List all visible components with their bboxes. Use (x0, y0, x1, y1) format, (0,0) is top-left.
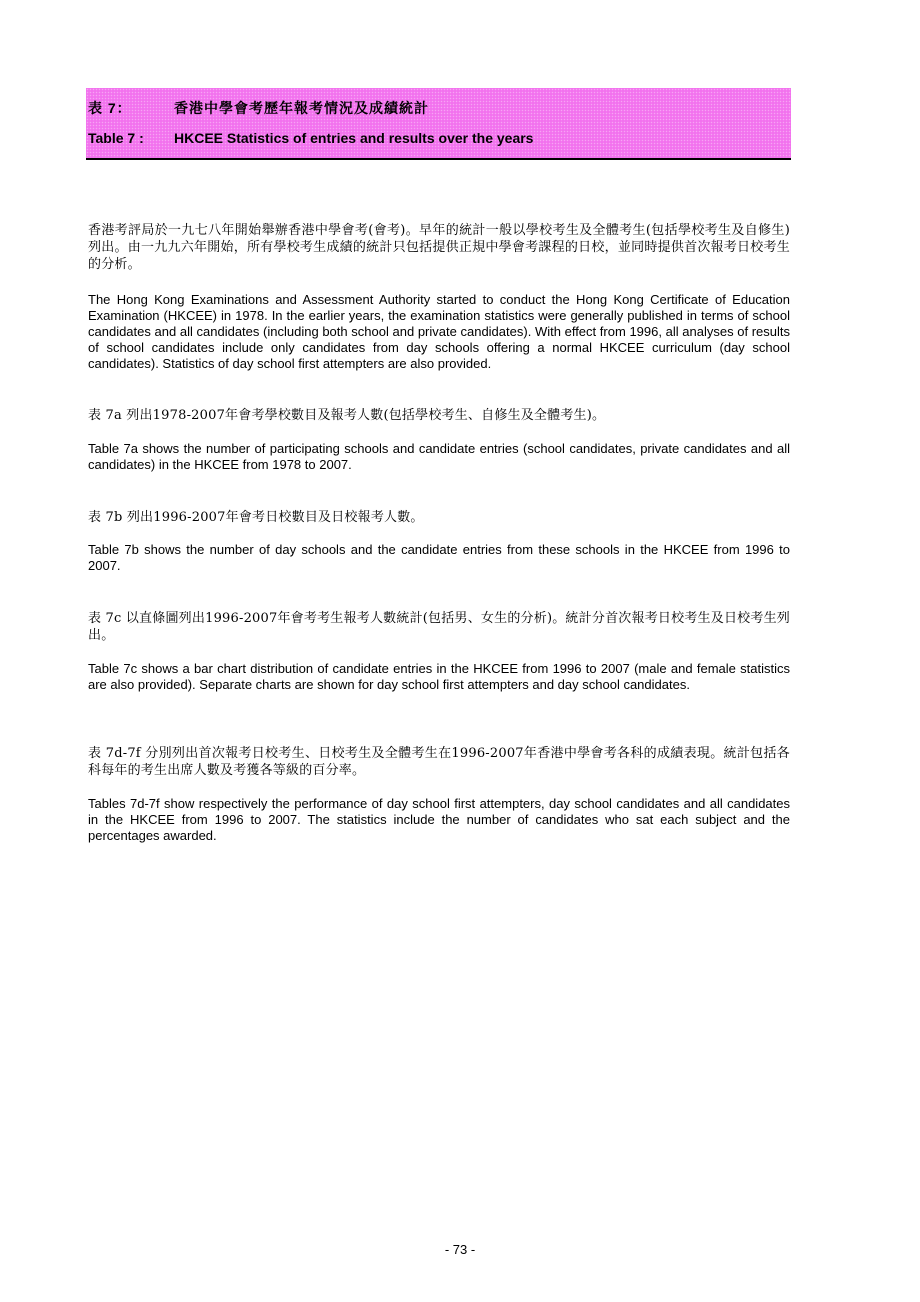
chinese-heading (88, 98, 429, 118)
chinese-table-title: 香港中學會考歷年報考情況及成績統計 (174, 100, 429, 116)
table-7a-description-chinese: 表 7a 列出1978-2007年會考學校數目及報考人數(包括學校考生、自修生及全體考生)。 (88, 408, 606, 423)
page-number: - 73 - (444, 1242, 476, 1257)
table-7a-description-english: Table 7a shows the number of participating schools and candidate entries (school candidates, private candidates and all candidates) in the HKCEE from 1978 to 2007. (88, 441, 790, 472)
table-7d-7f-description-english: Tables 7d-7f show respectively the performance of day school first attempters, day school candidates and all candidates in the HKCEE from 1996 to 2007. The statistics include the number of candidates who sat each subject and the percentages awarded. (88, 796, 790, 843)
table-7b-description-english: Table 7b shows the number of day schools and the candidate entries from these schools in the HKCEE from 1996 to 2007. (88, 542, 790, 573)
english-heading (88, 130, 533, 146)
table-7b-description-chinese: 表 7b 列出1996-2007年會考日校數目及日校報考人數。 (88, 510, 424, 525)
english-table-label: Table 7 : (88, 130, 144, 146)
intro-paragraph-english: The Hong Kong Examinations and Assessment Authority started to conduct the Hong Kong Certificate of Education Examination (HKCEE) in 1978. In the earlier years, the examination statistics were generally published in terms of school candidates and all candidates (including both school and private candidates). With effect from 1996, all analyses of results of school candidates include only candidates from day schools offering a normal HKCEE curriculum (day school candidates). Statistics of day school first attempters are also provided. (88, 292, 790, 371)
table-7c-description-chinese: 表 7c 以直條圖列出1996-2007年會考考生報考人數統計(包括男、女生的分析)。統計分首次報考日校考生及日校考生列出。 (88, 611, 790, 643)
intro-paragraph-chinese: 香港考評局於一九七八年開始舉辦香港中學會考(會考)。早年的統計一般以學校考生及全體考生(包括學校考生及自修生) 列出。由一九九六年開始，所有學校考生成績的統計只包括提供正規中學會考課程的日校，並同時提供首次報考日校考生的分析。 (88, 223, 790, 272)
table-header-banner (86, 88, 791, 160)
table-7d-7f-description-chinese: 表 7d-7f 分別列出首次報考日校考生、日校考生及全體考生在1996-2007年香港中學會考各科的成績表現。統計包括各科每年的考生出席人數及考獲各等級的百分率。 (88, 746, 790, 778)
english-table-title: HKCEE Statistics of entries and results over the years (174, 130, 534, 146)
table-7c-description-english: Table 7c shows a bar chart distribution of candidate entries in the HKCEE from 1996 to 2007 (male and female statistics are also provided). Separate charts are shown for day school first attempters and day school candidates. (88, 661, 790, 692)
chinese-table-label: 表 7： (88, 100, 132, 116)
